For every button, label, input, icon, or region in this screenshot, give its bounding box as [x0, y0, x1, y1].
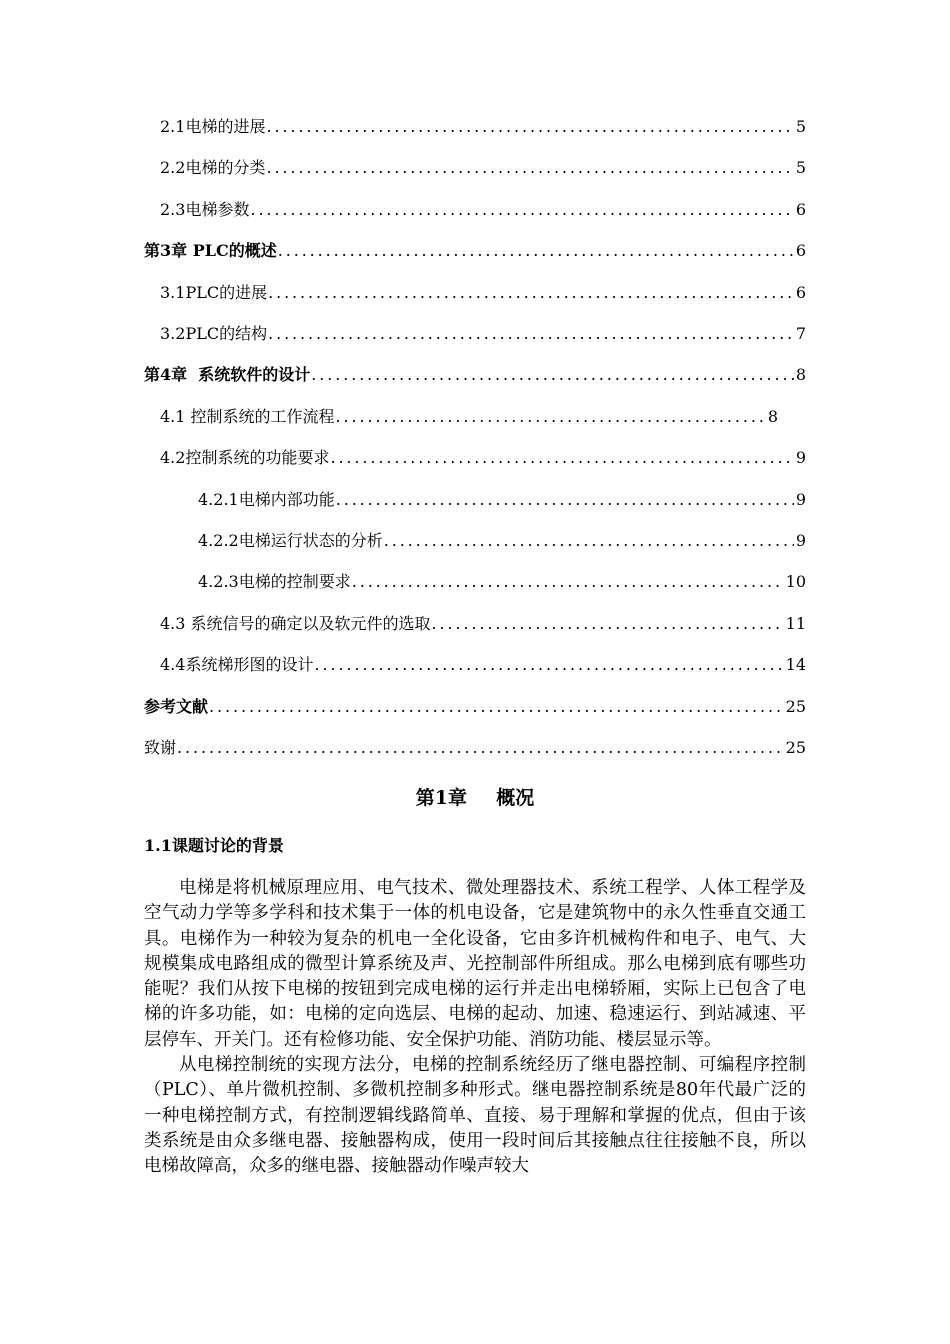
- toc-entry-page: 10: [785, 572, 806, 591]
- toc-entry-page: 5: [795, 158, 806, 177]
- toc-entry-page: 6: [795, 283, 806, 302]
- toc-entry-page: 14: [785, 655, 806, 674]
- toc-entry-page: 9: [795, 531, 806, 550]
- toc-entry[interactable]: [160, 611, 806, 637]
- toc-entry-label: 4.2.2电梯运行状态的分析: [198, 531, 383, 550]
- toc-entry-label: 第3章 PLC的概述: [144, 241, 277, 260]
- toc-entry[interactable]: [160, 652, 806, 678]
- toc-leader-dots: [268, 321, 794, 347]
- toc-entry-chapter[interactable]: [144, 694, 806, 720]
- toc-entry-label: 4.2.3电梯的控制要求: [198, 572, 351, 591]
- toc-leader-dots: [311, 362, 794, 388]
- toc-entry[interactable]: [160, 114, 806, 140]
- toc-leader-dots: [384, 528, 794, 554]
- toc-entry[interactable]: [198, 528, 806, 554]
- toc-leader-dots: [266, 114, 793, 140]
- toc-leader-dots: [432, 611, 784, 637]
- toc-leader-dots: [278, 238, 794, 264]
- toc-entry-label: 参考文献: [144, 697, 209, 716]
- toc-leader-dots: [250, 197, 793, 223]
- paragraph: 从电梯控制统的实现方法分，电梯的控制系统经历了继电器控制、可编程序控制（PLC）、单片微机控制、多微机控制多种形式。继电器控制系统是80年代最广泛的一种电梯控制方式，有控制逻辑线路简单、直接、易于理解和掌握的优点，但由于该类系统是由众多继电器、接触器构成，使用一段时间后其接触点往往接触不良，所以电梯故障高，众多的继电器、接触器动作噪声较大: [144, 1055, 806, 1177]
- toc-entry-page: 8: [767, 407, 778, 426]
- toc-leader-dots: [330, 445, 793, 471]
- toc-entry-label: 4.1 控制系统的工作流程: [160, 407, 335, 426]
- toc-entry-page: 25: [785, 697, 806, 716]
- toc-leader-dots: [336, 404, 766, 430]
- body-text: [144, 876, 806, 1180]
- toc-leader-dots: [177, 735, 784, 761]
- toc-entry[interactable]: [160, 155, 806, 181]
- toc-entry-label: 致谢: [144, 738, 177, 757]
- paragraph: 电梯是将机械原理应用、电气技术、微处理器技术、系统工程学、人体工程学及空气动力学等多学科和技术集于一体的机电设备，它是建筑物中的永久性垂直交通工具。电梯作为一种较为复杂的机电一全化设备，它由多许机械构件和电子、电气、大规模集成电路组成的微型计算系统及声、光控制部件所组成。那么电梯到底有哪些功能呢？我们从按下电梯的按钮到完成电梯的运行并走出电梯轿厢，实际上已包含了电梯的许多功能，如：电梯的定向选层、电梯的起动、加速、稳速运行、到站减速、平层停车、开关门。还有检修功能、安全保护功能、消防功能、楼层显示等。: [144, 878, 806, 1050]
- toc-entry-label: 3.1PLC的进展: [160, 283, 268, 302]
- toc-entry-label: 3.2PLC的结构: [160, 324, 268, 343]
- toc-entry-page: 7: [795, 324, 806, 343]
- chapter-title: 第1章 概况: [415, 787, 535, 809]
- toc-entry-page: 11: [785, 614, 806, 633]
- toc-leader-dots: [314, 652, 783, 678]
- toc-entry-page: 5: [795, 117, 806, 136]
- toc-entry-label: 第4章 系统软件的设计: [144, 365, 311, 384]
- toc-entry-page: 9: [795, 490, 806, 509]
- toc-entry-page: 8: [795, 365, 806, 384]
- toc-entry-page: 25: [785, 738, 806, 757]
- toc-entry[interactable]: [160, 280, 806, 306]
- toc-entry[interactable]: [160, 404, 778, 430]
- toc-entry-label: 2.2电梯的分类: [160, 158, 266, 177]
- toc-entry-chapter[interactable]: [144, 362, 806, 388]
- toc-entry[interactable]: [160, 445, 806, 471]
- toc-leader-dots: [336, 487, 794, 513]
- toc-entry-label: 4.4系统梯形图的设计: [160, 655, 314, 674]
- toc-leader-dots: [209, 694, 784, 720]
- toc-entry-label: 2.1电梯的进展: [160, 117, 266, 136]
- section-title: 1.1课题讨论的背景: [144, 836, 284, 855]
- toc-entry-chapter[interactable]: [144, 238, 806, 264]
- toc-entry-page: 6: [795, 241, 806, 260]
- toc-entry-label: 2.3电梯参数: [160, 200, 250, 219]
- toc-entry-page: 6: [795, 200, 806, 219]
- toc-entry-label: 4.2控制系统的功能要求: [160, 448, 330, 467]
- toc-entry-page: 9: [795, 448, 806, 467]
- toc-entry[interactable]: [160, 321, 806, 347]
- toc-entry-label: 4.3 系统信号的确定以及软元件的选取: [160, 614, 431, 633]
- toc-leader-dots: [268, 280, 794, 306]
- toc-entry[interactable]: [160, 197, 806, 223]
- toc-entry[interactable]: [198, 487, 806, 513]
- toc-entry-label: 4.2.1电梯内部功能: [198, 490, 335, 509]
- toc-leader-dots: [266, 155, 793, 181]
- toc-entry[interactable]: [144, 735, 806, 761]
- toc-entry[interactable]: [198, 569, 806, 595]
- toc-leader-dots: [352, 569, 784, 595]
